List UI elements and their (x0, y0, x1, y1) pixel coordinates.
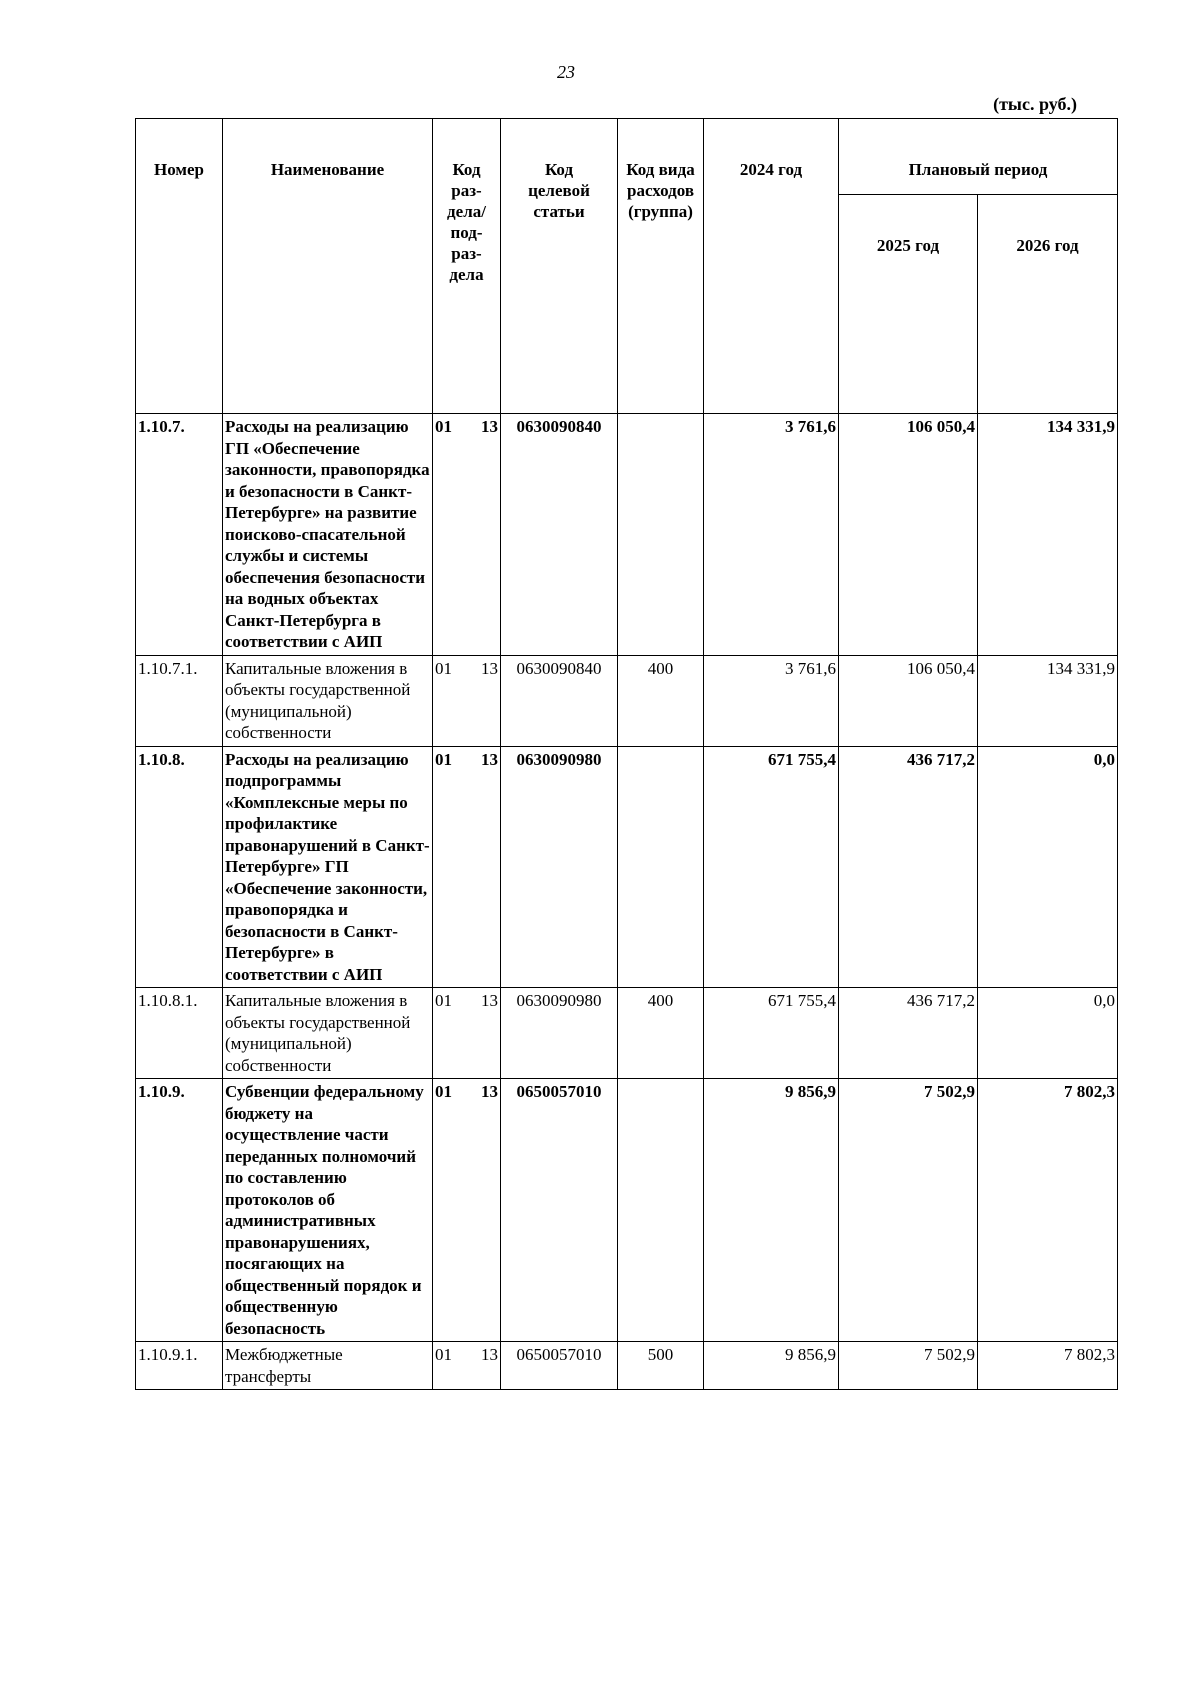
row-value-2026: 7 802,3 (978, 1342, 1118, 1390)
row-value-2024: 3 761,6 (704, 655, 839, 746)
row-value-2026: 7 802,3 (978, 1079, 1118, 1342)
row-target-code: 0630090840 (501, 414, 618, 656)
row-expense-type (618, 414, 704, 656)
row-section-code: 01 13 (433, 414, 501, 656)
row-value-2025: 436 717,2 (839, 988, 978, 1079)
table-row (136, 655, 1118, 746)
row-section-code: 01 13 (433, 746, 501, 988)
row-section-code: 01 13 (433, 655, 501, 746)
row-section-code: 01 13 (433, 1079, 501, 1342)
row-value-2025: 7 502,9 (839, 1342, 978, 1390)
row-name: Капитальные вложения в объекты государственной (муниципальной) собственности (223, 988, 433, 1079)
header-year-2026: 2026 год (978, 195, 1118, 414)
row-number: 1.10.9. (136, 1079, 223, 1342)
row-name: Межбюджетные трансферты (223, 1342, 433, 1390)
header-year-2024: 2024 год (704, 119, 839, 414)
page-number: 23 (557, 62, 575, 82)
units-label: (тыс. руб.) (993, 94, 1077, 114)
row-value-2024: 9 856,9 (704, 1079, 839, 1342)
table-row (136, 746, 1118, 988)
row-value-2026: 134 331,9 (978, 655, 1118, 746)
row-name: Субвенции федеральному бюджету на осуществление части переданных полномочий по составлению протоколов об административных правонарушениях, посягающих на общественный порядок и общественную безопасность (223, 1079, 433, 1342)
header-section-code: Код раз-дела/ под-раз-дела (433, 119, 501, 414)
row-expense-type: 400 (618, 655, 704, 746)
row-target-code: 0630090980 (501, 988, 618, 1079)
header-number: Номер (136, 119, 223, 414)
row-value-2025: 436 717,2 (839, 746, 978, 988)
row-name: Капитальные вложения в объекты государственной (муниципальной) собственности (223, 655, 433, 746)
header-planned-period: Плановый период (839, 119, 1118, 195)
table-row (136, 1342, 1118, 1390)
row-target-code: 0650057010 (501, 1342, 618, 1390)
row-name: Расходы на реализацию подпрограммы «Комплексные меры по профилактике правонарушений в Санкт-Петербурге» ГП «Обеспечение законности, правопорядка и безопасности в Санкт-Петербурге» в соответствии с АИП (223, 746, 433, 988)
table-row (136, 414, 1118, 656)
row-value-2024: 3 761,6 (704, 414, 839, 656)
row-value-2025: 106 050,4 (839, 655, 978, 746)
row-target-code: 0630090840 (501, 655, 618, 746)
row-number: 1.10.7.1. (136, 655, 223, 746)
row-target-code: 0650057010 (501, 1079, 618, 1342)
budget-table (135, 118, 1118, 1390)
row-section-code: 01 13 (433, 1342, 501, 1390)
header-expense-type: Код вида расходов (группа) (618, 119, 704, 414)
table-row (136, 1079, 1118, 1342)
row-expense-type: 500 (618, 1342, 704, 1390)
row-expense-type (618, 1079, 704, 1342)
row-target-code: 0630090980 (501, 746, 618, 988)
row-number: 1.10.7. (136, 414, 223, 656)
header-target-code: Код целевой статьи (501, 119, 618, 414)
row-value-2024: 9 856,9 (704, 1342, 839, 1390)
table-row (136, 988, 1118, 1079)
row-value-2025: 7 502,9 (839, 1079, 978, 1342)
row-value-2025: 106 050,4 (839, 414, 978, 656)
row-number: 1.10.8.1. (136, 988, 223, 1079)
row-name: Расходы на реализацию ГП «Обеспечение законности, правопорядка и безопасности в Санкт-Петербурге» на развитие поисково-спасательной службы и системы обеспечения безопасности на водных объектах Санкт-Петербурга в соответствии с АИП (223, 414, 433, 656)
row-value-2024: 671 755,4 (704, 988, 839, 1079)
row-value-2026: 134 331,9 (978, 414, 1118, 656)
row-value-2024: 671 755,4 (704, 746, 839, 988)
row-section-code: 01 13 (433, 988, 501, 1079)
row-expense-type: 400 (618, 988, 704, 1079)
row-value-2026: 0,0 (978, 988, 1118, 1079)
row-expense-type (618, 746, 704, 988)
row-number: 1.10.8. (136, 746, 223, 988)
row-number: 1.10.9.1. (136, 1342, 223, 1390)
row-value-2026: 0,0 (978, 746, 1118, 988)
header-name: Наименование (223, 119, 433, 414)
header-year-2025: 2025 год (839, 195, 978, 414)
